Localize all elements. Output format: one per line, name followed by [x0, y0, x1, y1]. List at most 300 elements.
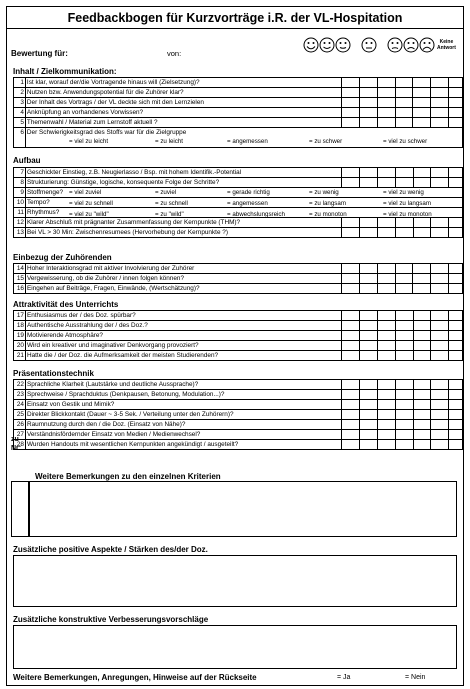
rating-cell[interactable] — [449, 168, 463, 178]
rating-cell[interactable] — [377, 118, 395, 128]
rating-cell[interactable] — [449, 410, 463, 420]
question-row-20 — [14, 341, 463, 351]
rating-cell[interactable] — [395, 228, 413, 238]
form-title: Feedbackbogen für Kurzvorträge i.R. der VL-Hospitation — [7, 7, 463, 29]
question-number: 8 — [14, 178, 26, 188]
question-text: Klarer Abschluß mit prägnanter Zusammenfassung der Kernpunkte (THM)? — [25, 218, 342, 228]
rating-cell[interactable] — [413, 78, 431, 88]
rating-cell[interactable] — [413, 351, 431, 361]
question-number: 25 — [14, 410, 26, 420]
slightly-happy-smiley-icon — [335, 37, 351, 53]
question-number: 9 — [14, 188, 26, 198]
rating-cell[interactable] — [431, 341, 449, 351]
question-number: 12 — [14, 218, 26, 228]
rating-cell[interactable] — [395, 321, 413, 331]
rating-cell[interactable] — [342, 440, 360, 450]
rating-cell[interactable] — [342, 390, 360, 400]
weitere-bemerkungen-heading: Weitere Bemerkungen zu den einzelnen Kriterien — [35, 472, 221, 481]
rating-cell[interactable] — [342, 331, 360, 341]
praesentation-table — [13, 379, 463, 450]
rating-cell[interactable] — [342, 284, 360, 294]
question-number: 18 — [14, 321, 26, 331]
question-number: 20 — [14, 341, 26, 351]
rating-cell[interactable] — [342, 178, 360, 188]
rating-cell[interactable] — [360, 341, 378, 351]
rating-cell[interactable] — [395, 284, 413, 294]
option[interactable]: = viel zu langsam — [383, 200, 431, 207]
rating-cell[interactable] — [395, 410, 413, 420]
question-row-2 — [14, 88, 463, 98]
rating-cell[interactable] — [449, 98, 463, 108]
rating-cell[interactable] — [395, 178, 413, 188]
ja-option[interactable]: = Ja — [337, 674, 351, 681]
option[interactable]: = zu monoton — [309, 211, 347, 218]
rating-cell[interactable] — [413, 410, 431, 420]
rating-cell[interactable] — [378, 430, 396, 440]
rating-cell[interactable] — [342, 88, 360, 98]
rating-cell[interactable] — [449, 88, 463, 98]
rating-cell[interactable] — [395, 118, 413, 128]
question-row-17 — [14, 311, 463, 321]
rating-cell[interactable] — [360, 284, 378, 294]
footer-text: Weitere Bemerkungen, Anregungen, Hinweise auf der Rückseite — [13, 673, 257, 682]
question-number: 26 — [14, 420, 26, 430]
option[interactable]: = angemessen — [227, 200, 268, 207]
question-text: Verständnisfördernder Einsatz von Medien / Medienwechsel? — [25, 430, 341, 440]
rating-cell[interactable] — [342, 430, 360, 440]
rating-cell[interactable] — [449, 321, 463, 331]
question-text: Nutzen bzw. Anwendungspotential für die Zuhörer klar? — [25, 88, 341, 98]
question-row-28 — [14, 440, 463, 450]
question-text: Strukturierung: Günstige, logische, konsequente Folge der Schritte? — [25, 178, 342, 188]
rating-cell[interactable] — [342, 311, 360, 321]
von-label: von: — [167, 49, 182, 58]
rating-cell[interactable] — [449, 351, 463, 361]
rating-header — [7, 29, 463, 63]
rating-cell[interactable] — [431, 420, 449, 430]
rating-cell[interactable] — [413, 98, 431, 108]
rating-cell[interactable] — [378, 420, 396, 430]
rating-cell[interactable] — [360, 390, 378, 400]
rating-cell[interactable] — [395, 341, 413, 351]
rating-cell[interactable] — [413, 218, 431, 228]
rating-cell[interactable] — [431, 168, 449, 178]
weitere-bemerkungen-field[interactable] — [29, 481, 457, 537]
question-number: 21 — [14, 351, 26, 361]
rating-cell[interactable] — [395, 430, 413, 440]
option[interactable]: = viel zu schwer — [383, 138, 428, 145]
rating-cell[interactable] — [431, 440, 449, 450]
rating-cell[interactable] — [413, 118, 431, 128]
rating-cell[interactable] — [395, 274, 413, 284]
rating-cell[interactable] — [342, 108, 360, 118]
rating-cell[interactable] — [360, 321, 378, 331]
rating-cell[interactable] — [449, 264, 463, 274]
rating-cell[interactable] — [378, 218, 396, 228]
rating-cell[interactable] — [342, 351, 360, 361]
rating-cell[interactable] — [360, 331, 378, 341]
rating-cell[interactable] — [449, 390, 463, 400]
question-number: 28 — [14, 440, 26, 450]
question-number: 23 — [14, 390, 26, 400]
question-number: 1 — [14, 78, 26, 88]
einbezug-table — [13, 263, 463, 294]
rating-cell[interactable] — [360, 311, 378, 321]
rating-cell[interactable] — [395, 331, 413, 341]
question-row-1 — [14, 78, 463, 88]
question-text: Direkter Blickkontakt (Dauer ~ 3-5 Sek. / Verteilung unter den Zuhörern)? — [25, 410, 341, 420]
zu-nr-label: zu Nr: — [11, 436, 22, 452]
question-number: 19 — [14, 331, 26, 341]
rating-cell[interactable] — [378, 440, 396, 450]
rating-cell[interactable] — [413, 390, 431, 400]
question-text: Wurden Handouts mit wesentlichen Kernpunkten angekündigt / ausgeteilt? — [25, 440, 341, 450]
rating-cell[interactable] — [431, 118, 449, 128]
question-number: 17 — [14, 311, 26, 321]
rating-cell[interactable] — [449, 430, 463, 440]
rating-cell[interactable] — [431, 264, 449, 274]
rating-cell[interactable] — [431, 274, 449, 284]
rating-cell[interactable] — [431, 88, 449, 98]
option[interactable]: = zu langsam — [309, 200, 346, 207]
question-row-15 — [14, 274, 463, 284]
rating-cell[interactable] — [378, 390, 396, 400]
rating-cell[interactable] — [342, 341, 360, 351]
question-text: Motivierende Atmosphäre? — [25, 331, 341, 341]
rating-cell[interactable] — [449, 440, 463, 450]
rating-cell[interactable] — [413, 284, 431, 294]
question-text: Authentische Ausstrahlung der / des Doz.? — [25, 321, 341, 331]
rating-cell[interactable] — [431, 430, 449, 440]
option[interactable]: = angemessen — [227, 138, 268, 145]
rating-cell[interactable] — [377, 341, 395, 351]
rating-cell[interactable] — [413, 321, 431, 331]
question-row-12 — [14, 218, 463, 228]
question-row-4 — [14, 108, 463, 118]
verbesserung-heading: Zusätzliche konstruktive Verbesserungsvorschläge — [13, 615, 209, 624]
rating-cell[interactable] — [449, 341, 463, 351]
rating-cell[interactable] — [377, 284, 395, 294]
rating-cell[interactable] — [342, 380, 360, 390]
rating-cell[interactable] — [342, 78, 360, 88]
rating-cell[interactable] — [342, 98, 360, 108]
rating-cell[interactable] — [413, 274, 431, 284]
rating-cell[interactable] — [360, 430, 378, 440]
question-number: 5 — [14, 118, 26, 128]
question-row-5 — [14, 118, 463, 128]
rating-cell[interactable] — [449, 274, 463, 284]
rating-cell[interactable] — [395, 264, 413, 274]
rating-cell[interactable] — [360, 168, 378, 178]
section-attraktivitaet: Attraktivität des Unterrichts — [13, 300, 119, 309]
sad-smiley-icon — [403, 37, 419, 53]
rating-cell[interactable] — [360, 78, 378, 88]
rating-cell[interactable] — [360, 108, 378, 118]
rating-cell[interactable] — [378, 410, 396, 420]
option[interactable]: = zuviel — [155, 189, 177, 196]
question-row-25 — [14, 410, 463, 420]
rating-cell[interactable] — [449, 228, 463, 238]
rating-cell[interactable] — [342, 400, 360, 410]
question-number: 6 — [14, 128, 26, 148]
rating-cell[interactable] — [395, 400, 413, 410]
question-text: Geschickter Einstieg, z.B. Neugierlasso / Bsp. mit hohem Identifik.-Potential — [25, 168, 342, 178]
rating-cell[interactable] — [377, 351, 395, 361]
rating-cell[interactable] — [378, 380, 396, 390]
question-text: Bei VL > 30 Min: Zwischenresumees (Hervorhebung der Kernpunkte ?) — [25, 228, 342, 238]
rating-cell[interactable] — [449, 108, 463, 118]
option[interactable]: = zu "wild" — [155, 211, 184, 218]
rating-cell[interactable] — [413, 430, 431, 440]
rating-cell[interactable] — [395, 390, 413, 400]
option[interactable]: = zu wenig — [309, 189, 339, 196]
rating-cell[interactable] — [431, 284, 449, 294]
rating-cell[interactable] — [360, 351, 378, 361]
rating-cell[interactable] — [431, 108, 449, 118]
question-row-13 — [14, 228, 463, 238]
rating-cell[interactable] — [413, 341, 431, 351]
question-number: 2 — [14, 88, 26, 98]
option[interactable]: = viel zuviel — [69, 189, 102, 196]
question-text: Hoher Interaktionsgrad mit aktiver Involvierung der Zuhörer — [25, 264, 341, 274]
rating-cell[interactable] — [360, 228, 378, 238]
rating-cell[interactable] — [395, 98, 413, 108]
rating-cell[interactable] — [449, 118, 463, 128]
rating-cell[interactable] — [431, 410, 449, 420]
question-number: 22 — [14, 380, 26, 390]
question-row-27 — [14, 430, 463, 440]
rating-cell[interactable] — [413, 108, 431, 118]
rating-cell[interactable] — [377, 108, 395, 118]
rating-cell[interactable] — [431, 228, 449, 238]
rating-cell[interactable] — [431, 178, 449, 188]
rating-cell[interactable] — [395, 168, 413, 178]
rating-cell[interactable] — [431, 218, 449, 228]
rating-cell[interactable] — [377, 321, 395, 331]
rating-cell[interactable] — [449, 178, 463, 188]
question-text: Einsatz von Gestik und Mimik? — [25, 400, 341, 410]
question-text: Der Inhalt des Vortrags / der VL deckte sich mit den Lernzielen — [25, 98, 341, 108]
question-row-14 — [14, 264, 463, 274]
rating-cell[interactable] — [431, 390, 449, 400]
option[interactable]: = zu schnell — [155, 200, 188, 207]
very-happy-smiley-icon — [303, 37, 319, 53]
rating-cell[interactable] — [395, 420, 413, 430]
question-text: Themenwahl / Material zum Lernstoff aktuell ? — [25, 118, 341, 128]
rating-cell[interactable] — [449, 78, 463, 88]
rating-cell[interactable] — [378, 400, 396, 410]
section-praesentation: Präsentationstechnik — [13, 369, 94, 378]
question-number: 13 — [14, 228, 26, 238]
rating-cell[interactable] — [377, 98, 395, 108]
rating-cell[interactable] — [395, 108, 413, 118]
question-row-7 — [14, 168, 463, 178]
rating-cell[interactable] — [431, 400, 449, 410]
question-text: Sprechweise / Sprachduktus (Denkpausen, Betonung, Modulation...)? — [25, 390, 341, 400]
rating-cell[interactable] — [360, 88, 378, 98]
rating-cell[interactable] — [342, 228, 360, 238]
rating-cell[interactable] — [413, 440, 431, 450]
question-number: 10 — [14, 198, 26, 208]
rating-cell[interactable] — [360, 400, 378, 410]
question-number: 7 — [14, 168, 26, 178]
question-row-26 — [14, 420, 463, 430]
positive-aspekte-field[interactable] — [13, 555, 457, 607]
rating-cell[interactable] — [342, 118, 360, 128]
question-number: 4 — [14, 108, 26, 118]
rating-cell[interactable] — [377, 264, 395, 274]
question-text: Vergewisserung, ob die Zuhörer / innen folgen können? — [25, 274, 341, 284]
question-number: 27 — [14, 430, 26, 440]
question-row-19 — [14, 331, 463, 341]
rating-cell[interactable] — [342, 274, 360, 284]
rating-cell[interactable] — [431, 321, 449, 331]
question-text: Hatte die / der Doz. die Aufmerksamkeit der meisten Studierenden? — [25, 351, 341, 361]
rating-cell[interactable] — [449, 420, 463, 430]
option[interactable]: = viel zu "wild" — [69, 211, 109, 218]
question-row-18 — [14, 321, 463, 331]
rating-cell[interactable] — [377, 311, 395, 321]
question-number: 14 — [14, 264, 26, 274]
rating-cell[interactable] — [360, 420, 378, 430]
rating-cell[interactable] — [431, 311, 449, 321]
rating-cell[interactable] — [395, 311, 413, 321]
question-number: 15 — [14, 274, 26, 284]
option[interactable]: = gerade richtig — [227, 189, 270, 196]
rating-cell[interactable] — [413, 264, 431, 274]
nr-field[interactable] — [11, 481, 29, 537]
rating-cell[interactable] — [431, 331, 449, 341]
rating-cell[interactable] — [413, 168, 431, 178]
rating-label: Bewertung für: — [11, 49, 68, 58]
question-row-8 — [14, 178, 463, 188]
rating-cell[interactable] — [395, 380, 413, 390]
attraktivitaet-table — [13, 310, 463, 361]
rating-cell[interactable] — [413, 400, 431, 410]
question-text: Enthusiasmus der / des Doz. spürbar? — [25, 311, 341, 321]
section-einbezug: Einbezug der Zuhörenden — [13, 253, 112, 262]
rating-cell[interactable] — [360, 98, 378, 108]
rating-cell[interactable] — [378, 178, 396, 188]
rating-cell[interactable] — [413, 420, 431, 430]
rating-cell[interactable] — [431, 351, 449, 361]
rating-cell[interactable] — [360, 440, 378, 450]
option[interactable]: = viel zu schnell — [69, 200, 113, 207]
rating-cell[interactable] — [413, 311, 431, 321]
option[interactable]: = viel zu monoton — [383, 211, 432, 218]
rating-cell[interactable] — [413, 380, 431, 390]
rating-cell[interactable] — [413, 228, 431, 238]
rating-cell[interactable] — [449, 380, 463, 390]
question-number: 11 — [14, 208, 26, 218]
question-row-23 — [14, 390, 463, 400]
section-inhalt: Inhalt / Zielkommunikation: — [13, 67, 117, 76]
rating-cell[interactable] — [360, 274, 378, 284]
rating-cell[interactable] — [413, 178, 431, 188]
question-text: Sprachliche Klarheit (Lautstärke und deutliche Aussprache)? — [25, 380, 341, 390]
rating-cell[interactable] — [395, 351, 413, 361]
rating-cell[interactable] — [413, 331, 431, 341]
question-row-3 — [14, 98, 463, 108]
question-text: Der Schwierigkeitsgrad des Stoffs war für die Zielgruppe — [25, 128, 462, 148]
option[interactable]: = viel zu wenig — [383, 189, 424, 196]
question-text: Ist klar, worauf der/die Vortragende hinaus will (Zielsetzung)? — [25, 78, 341, 88]
rating-cell[interactable] — [378, 168, 396, 178]
rating-cell[interactable] — [342, 420, 360, 430]
rating-cell[interactable] — [360, 178, 378, 188]
rating-cell[interactable] — [377, 274, 395, 284]
nein-option[interactable]: = Nein — [405, 674, 426, 681]
question-row-21 — [14, 351, 463, 361]
feedback-form — [6, 6, 464, 686]
rating-cell[interactable] — [449, 400, 463, 410]
happy-smiley-icon — [319, 37, 335, 53]
rating-cell[interactable] — [342, 218, 360, 228]
question-text: Eingehen auf Beiträge, Fragen, Einwände, (Wertschätzung)? — [25, 284, 341, 294]
option[interactable]: = abwechslungsreich — [227, 211, 285, 218]
rating-cell[interactable] — [449, 331, 463, 341]
positive-aspekte-heading: Zusätzliche positive Aspekte / Stärken des/der Doz. — [13, 545, 208, 554]
question-number: 16 — [14, 284, 26, 294]
rating-cell[interactable] — [431, 98, 449, 108]
rating-cell[interactable] — [360, 410, 378, 420]
rating-cell[interactable] — [377, 88, 395, 98]
rating-cell[interactable] — [395, 88, 413, 98]
verbesserung-field[interactable] — [13, 625, 457, 669]
question-row-24 — [14, 400, 463, 410]
slightly-sad-smiley-icon — [387, 37, 403, 53]
option[interactable]: = viel zu leicht — [69, 138, 109, 145]
rating-cell[interactable] — [431, 380, 449, 390]
rating-cell[interactable] — [377, 331, 395, 341]
rating-cell[interactable] — [395, 440, 413, 450]
section-aufbau: Aufbau — [13, 156, 41, 165]
question-text: Wird ein kreativer und imaginativer Denkvorgang provoziert? — [25, 341, 341, 351]
rating-cell[interactable] — [360, 264, 378, 274]
rating-cell[interactable] — [395, 218, 413, 228]
rating-cell[interactable] — [342, 321, 360, 331]
question-text: Tempo? — [25, 198, 462, 208]
rating-cell[interactable] — [378, 228, 396, 238]
rating-cell[interactable] — [377, 78, 395, 88]
question-row-16 — [14, 284, 463, 294]
rating-cell[interactable] — [395, 78, 413, 88]
question-row-22 — [14, 380, 463, 390]
rating-cell[interactable] — [360, 218, 378, 228]
rating-cell[interactable] — [413, 88, 431, 98]
rating-cell[interactable] — [360, 380, 378, 390]
option[interactable]: = zu leicht — [155, 138, 184, 145]
question-text: Rhythmus? — [25, 208, 462, 218]
question-number: 24 — [14, 400, 26, 410]
rating-cell[interactable] — [342, 410, 360, 420]
question-text: Raumnutzung durch den / die Doz. (Einsatz von Nähe)? — [25, 420, 341, 430]
rating-cell[interactable] — [360, 118, 378, 128]
keine-antwort-label: Keine Antwort — [437, 39, 456, 51]
rating-cell[interactable] — [342, 264, 360, 274]
option[interactable]: = zu schwer — [309, 138, 343, 145]
neutral-smiley-icon — [361, 37, 377, 53]
rating-cell[interactable] — [449, 284, 463, 294]
rating-cell[interactable] — [449, 218, 463, 228]
very-sad-smiley-icon — [419, 37, 435, 53]
rating-cell[interactable] — [342, 168, 360, 178]
question-number: 3 — [14, 98, 26, 108]
question-text: Anknüpfung an vorhandenes Vorwissen? — [25, 108, 341, 118]
rating-cell[interactable] — [449, 311, 463, 321]
question-text: Stoffmenge? — [25, 188, 462, 198]
rating-cell[interactable] — [431, 78, 449, 88]
